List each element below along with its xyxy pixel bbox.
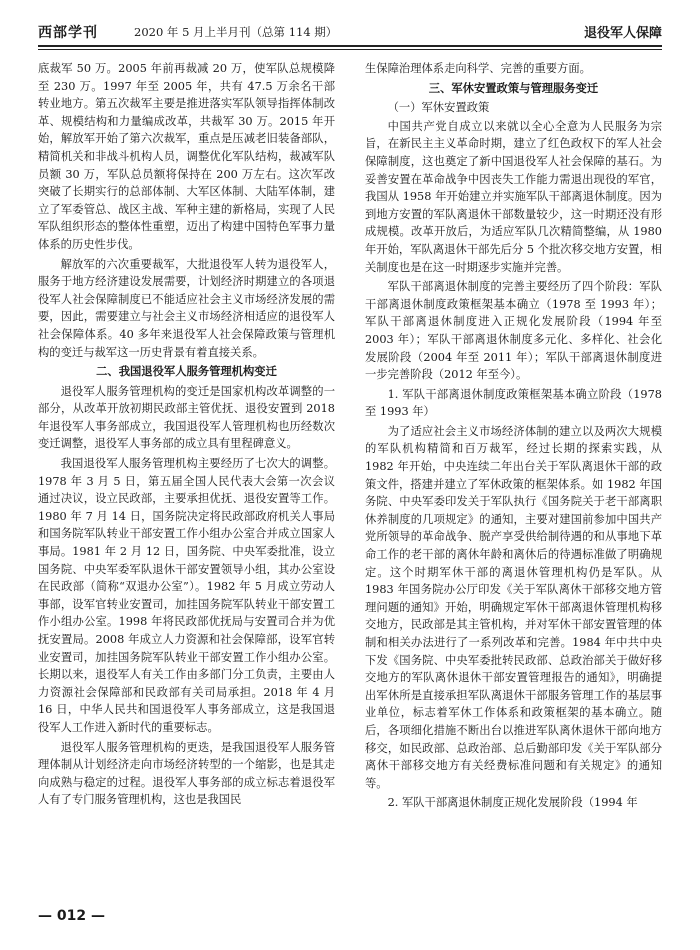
section-heading: 二、我国退役军人服务管理机构变迁 <box>96 364 277 379</box>
page-number: — 012 — <box>38 908 105 924</box>
header-rule <box>38 45 662 47</box>
paragraph: 退役军人服务管理机构的变迁是国家机构改革调整的一部分，从改革开放初期民政部主管优抚、退役安置到 2018 年退役军人事务部成立，我国退役军人管理机构也历经数次变迁调整，退役军人事务部的成立具有里程碑意义。 <box>38 384 335 451</box>
left-column <box>38 60 335 896</box>
section-name: 退役军人保障 <box>583 26 662 41</box>
section-heading: 1. 军队干部离退休制度政策框架基本确立阶段（1978 至 1993 年） <box>365 387 662 419</box>
paragraph: 底裁军 50 万。2005 年前再裁减 20 万，使军队总规模降至 230 万。1997 年至 2005 年，共有 47.5 万余名干部转业地方。第五次裁军主要是推进落实军队领导指挥体制改革、规模结构和力量编成改革，共裁军 30 万。2015 年开始，解放军开始了第六次裁军，重点是压减老旧装备部队，精简机关和非战斗机构人员，调整优化军队结构，裁减军队员额 30 万，军队总员额将保持在 200 万左右。这次军改突破了长期实行的总部体制、大军区体制、大陆军体制，建立了军委管总、战区主战、军种主建的新格局，实现了人民军队组织形态的整体性重塑，迈出了构建中国特色军事力量体系的历史性步伐。 <box>38 62 335 251</box>
page-header <box>38 20 662 42</box>
paragraph: 为了适应社会主义市场经济体制的建立以及两次大规模的军队机构精简和百万裁军，经过长期的探索实践，从 1982 年开始，中央连续二年出台关于军队离退休干部的政策文件，搭建并建立了军休政策的框架体系。如 1982 年国务院、中央军委印发关于军队执行《国务院关于老干部离职休养制度的几项规定》的通知，主要对建国前参加中国共产党所领导的革命战争、脱产享受供给制待遇的和从事地下革命工作的老干部的离休年龄和离休后的待遇标准做了明确规定。这个时期军休干部的离退休管理机构仍是军队。从 1983 年国务院办公厅印发《关于军队离休干部移交地方管理问题的通知》开始，明确规定军休干部离退休管理机构移交地方，民政部是其主管机构，并对军休干部安置管理的体制和相关办法进行了一系列改革和完善。1984 年中共中央下发《国务院、中央军委批转民政部、总政治部关于做好移交地方的军队离休退休干部安置管理报告的通知》，明确提出军休所是直接承担军队离退休干部服务管理工作的基层事业单位，标志着军休工作体系和政策框架的基本确立。随后，各项细化措施不断出台以推进军队离休退休干部向地方移交，如民政部、总政治部、总后勤部印发《关于军队部分离休干部移交地方有关经费标准问题和有关规定》的通知等。 <box>365 424 662 790</box>
section-heading: 2. 军队干部离退休制度正规化发展阶段（1994 年 <box>387 796 638 810</box>
issue-info: 2020 年 5 月上半月刊（总第 114 期） <box>134 25 338 39</box>
paragraph: 退役军人服务管理机构的更迭，是我国退役军人服务管理体制从计划经济走向市场经济转型的一个缩影，也是其走向成熟与稳定的过程。退役军人事务部的成立标志着退役军人有了专门服务管理机构，这也是我国民 <box>38 740 335 807</box>
section-heading: （一）军休安置政策 <box>387 101 490 115</box>
paragraph: 军队干部离退休制度的完善主要经历了四个阶段：军队干部离退休制度政策框架基本确立（1978 至 1993 年）；军队干部离退休制度进入正规化发展阶段（1994 年至 2003 年）；军队干部离退休制度多元化、多样化、社会化发展阶段（2004 年至 2011 年）；军队干部离退休制度进一步完善阶段（2012 年至今）。 <box>365 280 662 382</box>
right-column <box>365 60 662 896</box>
paragraph: 中国共产党自成立以来就以全心全意为人民服务为宗旨，在新民主主义革命时期，建立了红色政权下的军人社会保障制度，这也奠定了新中国退役军人社会保障的基石。为妥善安置在革命战争中因丧失工作能力需退出现役的军官，我国从 1958 年开始建立并实施军队干部离退休制度。因为到地方安置的军队离退休干部数量较少，这一时期还没有形成规模。改革开放后，为适应军队几次精简整编，从 1980 年开始，军队离退休干部先后分 5 个批次移交地方安置，相关制度也是在这一时期逐步实施并完善。 <box>365 119 662 274</box>
paragraph: 我国退役军人服务管理机构主要经历了七次大的调整。1978 年 3 月 5 日，第五届全国人民代表大会第一次会议通过决议，设立民政部，主要承担优抚、退役安置等工作。1980 年 7 月 14 日，国务院决定将民政部政府机关人事局和国务院军队转业干部安置工作小组办公室合并成立国家人事局。1981 年 2 月 12 日，国务院、中央军委批准，设立国务院、中央军委军队退休干部安置领导小组，其办公室设在民政部（简称“双退办公室”）。1982 年 5 月成立劳动人事部，设军官转业安置司，加挂国务院军队转业干部安置工作小组办公室。1998 年将民政部优抚局与安置司合并为优抚安置局。2008 年成立人力资源和社会保障部，设军官转业安置司，加挂国务院军队转业干部安置工作小组办公室。长期以来，退役军人有关工作由多部门分工负责，主要由人力资源社会保障部和民政部有关司局承担。2018 年 4 月 16 日，中华人民共和国退役军人事务部成立，这是我国退役军人工作进入新时代的重要标志。 <box>38 457 335 734</box>
section-heading: 三、军休安置政策与管理服务变迁 <box>428 80 599 95</box>
journal-title: 西部学刊 <box>38 25 98 41</box>
header-rule-thin <box>38 49 662 50</box>
paragraph: 解放军的六次重要裁军，大批退役军人转为退役军人，服务于地方经济建设发展需要，计划经济时期建立的各项退役军人社会保障制度已不能适应社会主义市场经济发展的需要，因此，需要建立与社会主义市场经济相适应的退役军人社会保障体系。40 多年来退役军人社会保障政策与管理机构的变迁与裁军这一历史背景有着直接关系。 <box>38 257 335 359</box>
paragraph: 生保障治理体系走向科学、完善的重要方面。 <box>365 62 591 75</box>
